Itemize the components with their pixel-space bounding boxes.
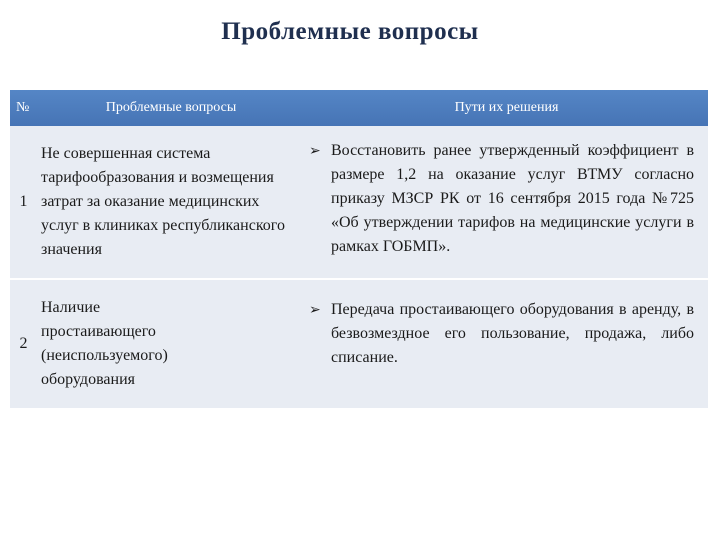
arrow-bullet-icon: ➢ <box>309 143 321 159</box>
page-title: Проблемные вопросы <box>221 18 479 45</box>
solution-cell <box>305 126 708 279</box>
table-header-row <box>10 90 708 126</box>
issues-table <box>10 90 708 408</box>
header-number: № <box>10 90 37 126</box>
solution-text: Передача простаивающего оборудования в аренду, в безвозмездное его пользование, продажа, либо списание. <box>331 301 694 366</box>
arrow-bullet-icon: ➢ <box>309 302 321 318</box>
header-problem: Проблемные вопросы <box>37 90 305 126</box>
problem-cell <box>37 126 305 279</box>
solution-bullet <box>305 298 708 370</box>
row-number: 1 <box>10 126 37 279</box>
problem-cell <box>37 279 305 408</box>
row-number: 2 <box>10 279 37 408</box>
solution-bullet <box>305 139 708 259</box>
problem-text: Не совершенная система тарифообразования и возмещения затрат за оказание медицинских услуг в клиниках республиканского значения <box>41 145 285 258</box>
solution-cell <box>305 279 708 408</box>
header-solution: Пути их решения <box>305 90 708 126</box>
table-row <box>10 126 708 279</box>
solution-text: Восстановить ранее утвержденный коэффициент в размере 1,2 на оказание услуг ВТМУ согласно приказу МЗСР РК от 16 сентября 2015 года №725 «Об утверждении тарифов на медицинские услуги в рамках ГОБМП». <box>331 142 694 255</box>
table-row <box>10 279 708 408</box>
problem-text: Наличие простаивающего (неиспользуемого) оборудования <box>41 299 168 388</box>
